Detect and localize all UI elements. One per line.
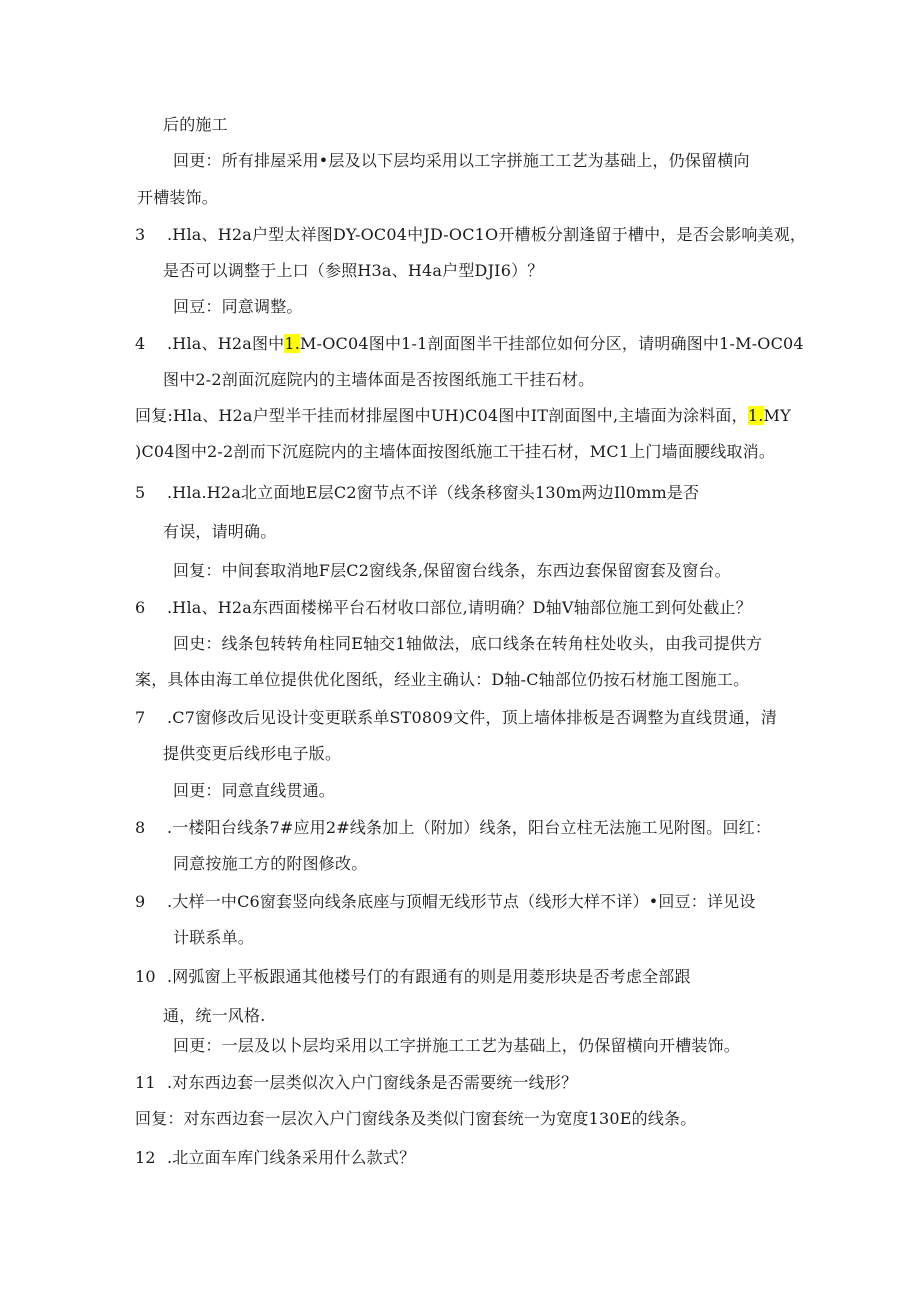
item-text: .一楼阳台线条7#应用2#线条加上（附加）线条，阳台立柱无法施工见附图。回红： [167, 818, 772, 837]
item-number: 4 [135, 334, 146, 353]
item-12 [135, 1147, 415, 1169]
item-number: 5 [135, 483, 146, 502]
reply-10: 回更：一层及以卜层均采用以工字拼施工工艺为基础上，仍保留横向开槽装饰。 [173, 1036, 741, 1055]
item-9 [135, 891, 756, 913]
item-6 [135, 597, 752, 619]
reply-line: 回更：所有排屋采用•层及以下层均采用以工字拼施工工艺为基础上，仍保留横向 [173, 151, 750, 170]
reply-7: 回更：同意直线贯通。 [173, 781, 336, 800]
item-8 [135, 817, 771, 839]
item-text: .Hla、H2a东西面楼梯平台石材收口部位,请明确？D轴V轴部位施工到何处截止？ [167, 598, 752, 617]
item-number: 11 [135, 1073, 156, 1092]
item-number: 3 [135, 225, 146, 244]
item-text: .Hla、H2a图中 [167, 334, 285, 353]
item-text: .Hla、H2a户型太祥图DY-OC04中JD-OC1O开槽板分割逢留于槽中，是否会影响美观， [167, 225, 807, 244]
highlight-mark: 1. [747, 406, 764, 425]
item-number: 7 [135, 708, 146, 727]
reply-text: MY [763, 406, 791, 425]
item-number: 6 [135, 598, 146, 617]
reply-6: 回史：线条包转转角柱同E轴交1轴做法，底口线条在转角柱处收头，由我司提供方 [173, 634, 763, 653]
reply-3: 回豆：同意调整。 [173, 297, 303, 316]
item-4 [135, 333, 804, 355]
item-7-cont: 提供变更后线形电子版。 [163, 744, 342, 763]
reply-11: 回复：对东西边套一层次入户门窗线条及类似门窗套统一为宽度130E的线条。 [135, 1109, 697, 1128]
text-line: 后的施工 [163, 115, 228, 134]
item-number: 12 [135, 1148, 156, 1167]
reply-text: 回复:Hla、H2a户型半干挂而材排屋图中UH)C04图中IT剖面图中,主墙面为涂料面， [135, 406, 748, 425]
item-text: .大样一中C6窗套竖向线条底座与顶帽无线形节点（线形大样不详）•回豆：详见设 [167, 892, 756, 911]
item-3-cont: 是否可以调整于上口（参照H3a、H4a户型DJI6）？ [163, 261, 544, 280]
item-number: 10 [135, 967, 156, 986]
item-text: .北立面车库门线条采用什么款式？ [167, 1148, 416, 1167]
item-11 [135, 1072, 577, 1094]
item-5-cont: 有误，请明确。 [163, 522, 277, 541]
reply-line: 开槽装饰。 [137, 188, 219, 207]
reply-5: 回复：中间套取消地F层C2窗线条,保留窗台线条，东西边套保留窗套及窗台。 [173, 561, 731, 580]
item-9-cont: 计联系单。 [173, 928, 255, 947]
item-text: .C7窗修改后见设计变更联系单ST0809文件，顶上墙体排板是否调整为直线贯通，清 [167, 708, 778, 727]
item-text: .Hla.H2a北立面地E层C2窗节点不详（线条移窗头130m两边Il0mm是否 [167, 483, 700, 502]
item-number: 9 [135, 892, 146, 911]
item-7 [135, 707, 777, 729]
item-text: M-OC04图中1-1剖面图半干挂部位如何分区，请明确图中1-M-OC04 [300, 334, 804, 353]
item-5 [135, 482, 699, 504]
item-3 [135, 224, 806, 246]
item-8-cont: 同意按施工方的附图修改。 [173, 854, 368, 873]
highlight-mark: 1. [284, 334, 301, 353]
item-10-cont: 通，统一风格. [163, 1006, 266, 1025]
item-10 [135, 966, 691, 988]
item-text: .网弧窗上平板跟通其他楼号仃的有跟通有的则是用菱形块是否考虑全部跟 [167, 967, 691, 986]
item-4-cont: 图中2-2剖面沉庭院内的主墙体面是否按图纸施工干挂石材。 [163, 370, 595, 389]
item-text: .对东西边套一层类似次入户门窗线条是否需要统一线形？ [167, 1073, 578, 1092]
reply-6-cont: 案，具体由海工单位提供优化图纸，经业主确认：D轴-C轴部位仍按石材施工图施工。 [135, 670, 750, 689]
reply-4 [135, 405, 791, 427]
reply-4-cont: )C04图中2-2剖而下沉庭院内的主墙体面按图纸施工干挂石材，MC1上门墙面腰线取消。 [135, 442, 776, 461]
item-number: 8 [135, 818, 146, 837]
